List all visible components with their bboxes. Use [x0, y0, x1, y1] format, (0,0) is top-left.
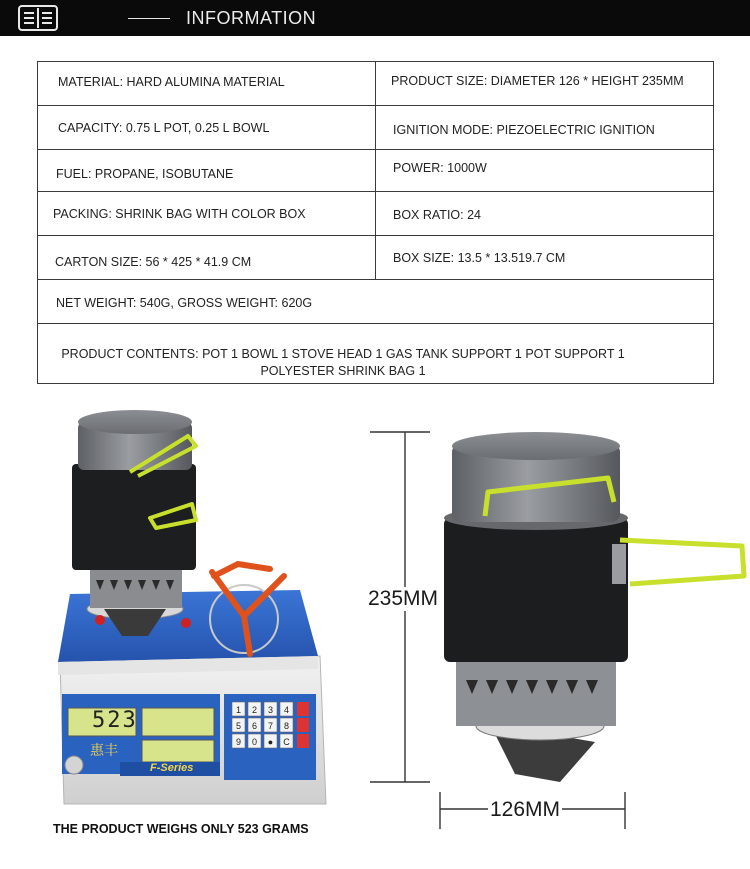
header-bar: [0, 0, 750, 36]
diameter-label: 126MM: [490, 798, 561, 821]
table-row: [38, 150, 713, 192]
keypad-key: 9: [235, 737, 242, 747]
contents-line-2: POLYESTER SHRINK BAG 1: [260, 364, 426, 378]
keypad-key: 0: [251, 737, 258, 747]
spec-cell-capacity: CAPACITY: 0.75 L POT, 0.25 L BOWL: [38, 106, 376, 149]
spec-cell-fuel: FUEL: PROPANE, ISOBUTANE: [38, 150, 376, 191]
spec-cell-power: POWER: 1000W: [393, 161, 487, 175]
spec-cell-box-size: BOX SIZE: 13.5 * 13.519.7 CM: [393, 251, 566, 265]
spec-table: [37, 61, 714, 384]
keypad-key: ●: [267, 737, 274, 747]
scale-reading: 523: [92, 708, 138, 733]
table-row: [38, 280, 713, 324]
spec-cell-contents: [38, 324, 713, 383]
table-row: [38, 236, 713, 280]
table-row: [38, 62, 713, 106]
contents-line-1: PRODUCT CONTENTS: POT 1 BOWL 1 STOVE HEAD 1 GAS TANK SUPPORT 1 POT SUPPORT 1: [61, 347, 625, 361]
keypad-key: 1: [235, 705, 242, 715]
keypad-key: 4: [283, 705, 290, 715]
table-row: [38, 106, 713, 150]
spec-cell-ignition: IGNITION MODE: PIEZOELECTRIC IGNITION: [393, 123, 655, 137]
keypad-key: 3: [267, 705, 274, 715]
scale-series: F-Series: [150, 762, 194, 774]
keypad-key: 5: [235, 721, 242, 731]
weight-caption: THE PRODUCT WEIGHS ONLY 523 GRAMS: [53, 822, 309, 836]
scale-brand: 惠丰: [90, 742, 118, 758]
book-icon: [18, 5, 58, 31]
spec-cell-packing: PACKING: SHRINK BAG WITH COLOR BOX: [38, 192, 376, 235]
header-divider: [128, 18, 170, 19]
product-photo: [0, 394, 750, 869]
table-row: [38, 192, 713, 236]
spec-cell-box-ratio: BOX RATIO: 24: [393, 208, 481, 222]
stove-illustration: [370, 432, 744, 829]
keypad-key: C: [283, 737, 290, 747]
table-row: [38, 324, 713, 383]
keypad-key: 8: [283, 721, 290, 731]
keypad-key: 2: [251, 705, 258, 715]
keypad-key: 6: [251, 721, 258, 731]
spec-cell-material: MATERIAL: HARD ALUMINA MATERIAL: [38, 62, 376, 105]
spec-cell-weight: NET WEIGHT: 540G, GROSS WEIGHT: 620G: [56, 296, 313, 310]
page-title: INFORMATION: [186, 8, 317, 28]
spec-cell-carton-size: CARTON SIZE: 56 * 425 * 41.9 CM: [38, 236, 376, 279]
keypad-key: 7: [267, 721, 274, 731]
spec-cell-product-size: PRODUCT SIZE: DIAMETER 126 * HEIGHT 235MM: [391, 74, 684, 88]
height-label: 235MM: [368, 587, 439, 610]
